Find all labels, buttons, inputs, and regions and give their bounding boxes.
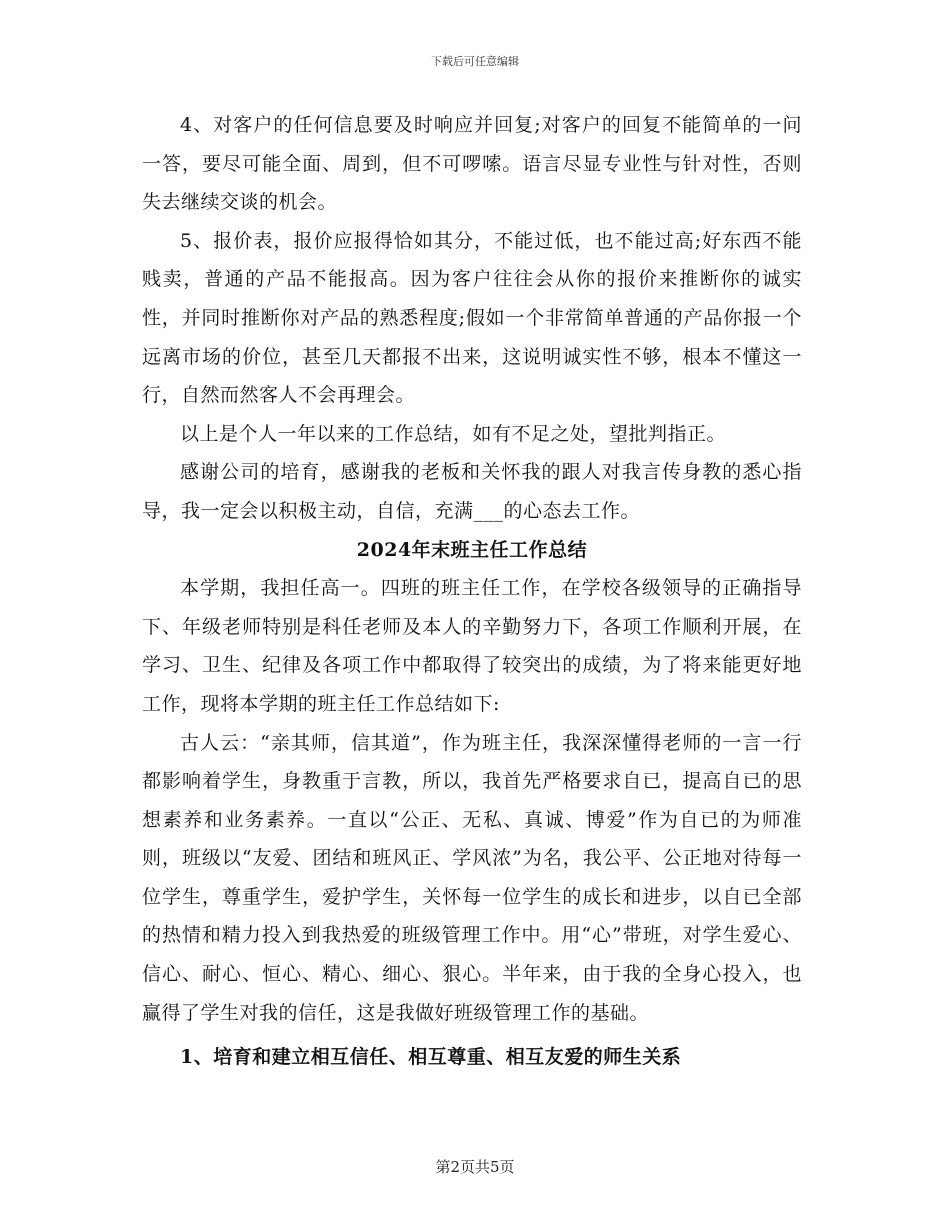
page-header: 下载后可任意编辑 [431, 55, 519, 68]
paragraph-customer-reply: 4、对客户的任何信息要及时响应并回复;对客户的回复不能简单的一问一答，要尽可能全面、周到，但不可啰嗦。语言尽显专业性与针对性，否则失去继续交谈的机会。 [142, 114, 802, 214]
paragraph-teacher-role: 古人云：“亲其师，信其道”，作为班主任，我深深懂得老师的一言一行都影响着学生，身教重于言教，所以，我首先严格要求自已，提高自已的思想素养和业务素养。一直以“公正、无私、真诚、博爱”作为自已的为师准则，班级以“友爱、团结和班风正、学风浓”为名，我公平、公正地对待每一位学生，尊重学生，爱护学生，关怀每一位学生的成长和进步，以自已全部的热情和精力投入到我热爱的班级管理工作中。用“心”带班，对学生爱心、信心、耐心、恒心、精心、细心、狠心。半年来，由于我的全身心投入，也赢得了学生对我的信任，这是我做好班级管理工作的基础。 [142, 731, 802, 1024]
document-body [142, 106, 802, 1080]
paragraph-thanks: 感谢公司的培育，感谢我的老板和关怀我的跟人对我言传身教的悉心指导，我一定会以积极主动，自信，充满___的心态去工作。 [142, 461, 802, 522]
paragraph-semester-intro: 本学期，我担任高一。四班的班主任工作，在学校各级领导的正确指导下、年级老师特别是科任老师及本人的辛勤努力下，各项工作顺利开展，在学习、卫生、纪律及各项工作中都取得了较突出的成绩，为了将来能更好地工作，现将本学期的班主任工作总结如下: [142, 577, 802, 715]
paragraph-summary-closing: 以上是个人一年以来的工作总结，如有不足之处，望批判指正。 [180, 422, 727, 445]
subheading-teacher-student-relationship: 1、培育和建立相互信任、相互尊重、相互友爱的师生关系 [180, 1046, 682, 1069]
paragraph-quotation: 5、报价表，报价应报得恰如其分，不能过低，也不能过高;好东西不能贱卖，普通的产品不能报高。因为客户往往会从你的报价来推断你的诚实性，并同时推断你对产品的熟悉程度;假如一个非常简单普通的产品你报一个远离市场的价位，甚至几天都报不出来，这说明诚实性不够，根本不懂这一行，自然而然客人不会再理会。 [142, 229, 802, 407]
section-title: 2024年末班主任工作总结 [356, 538, 588, 561]
page-footer: 第2页共5页 [435, 1158, 515, 1176]
